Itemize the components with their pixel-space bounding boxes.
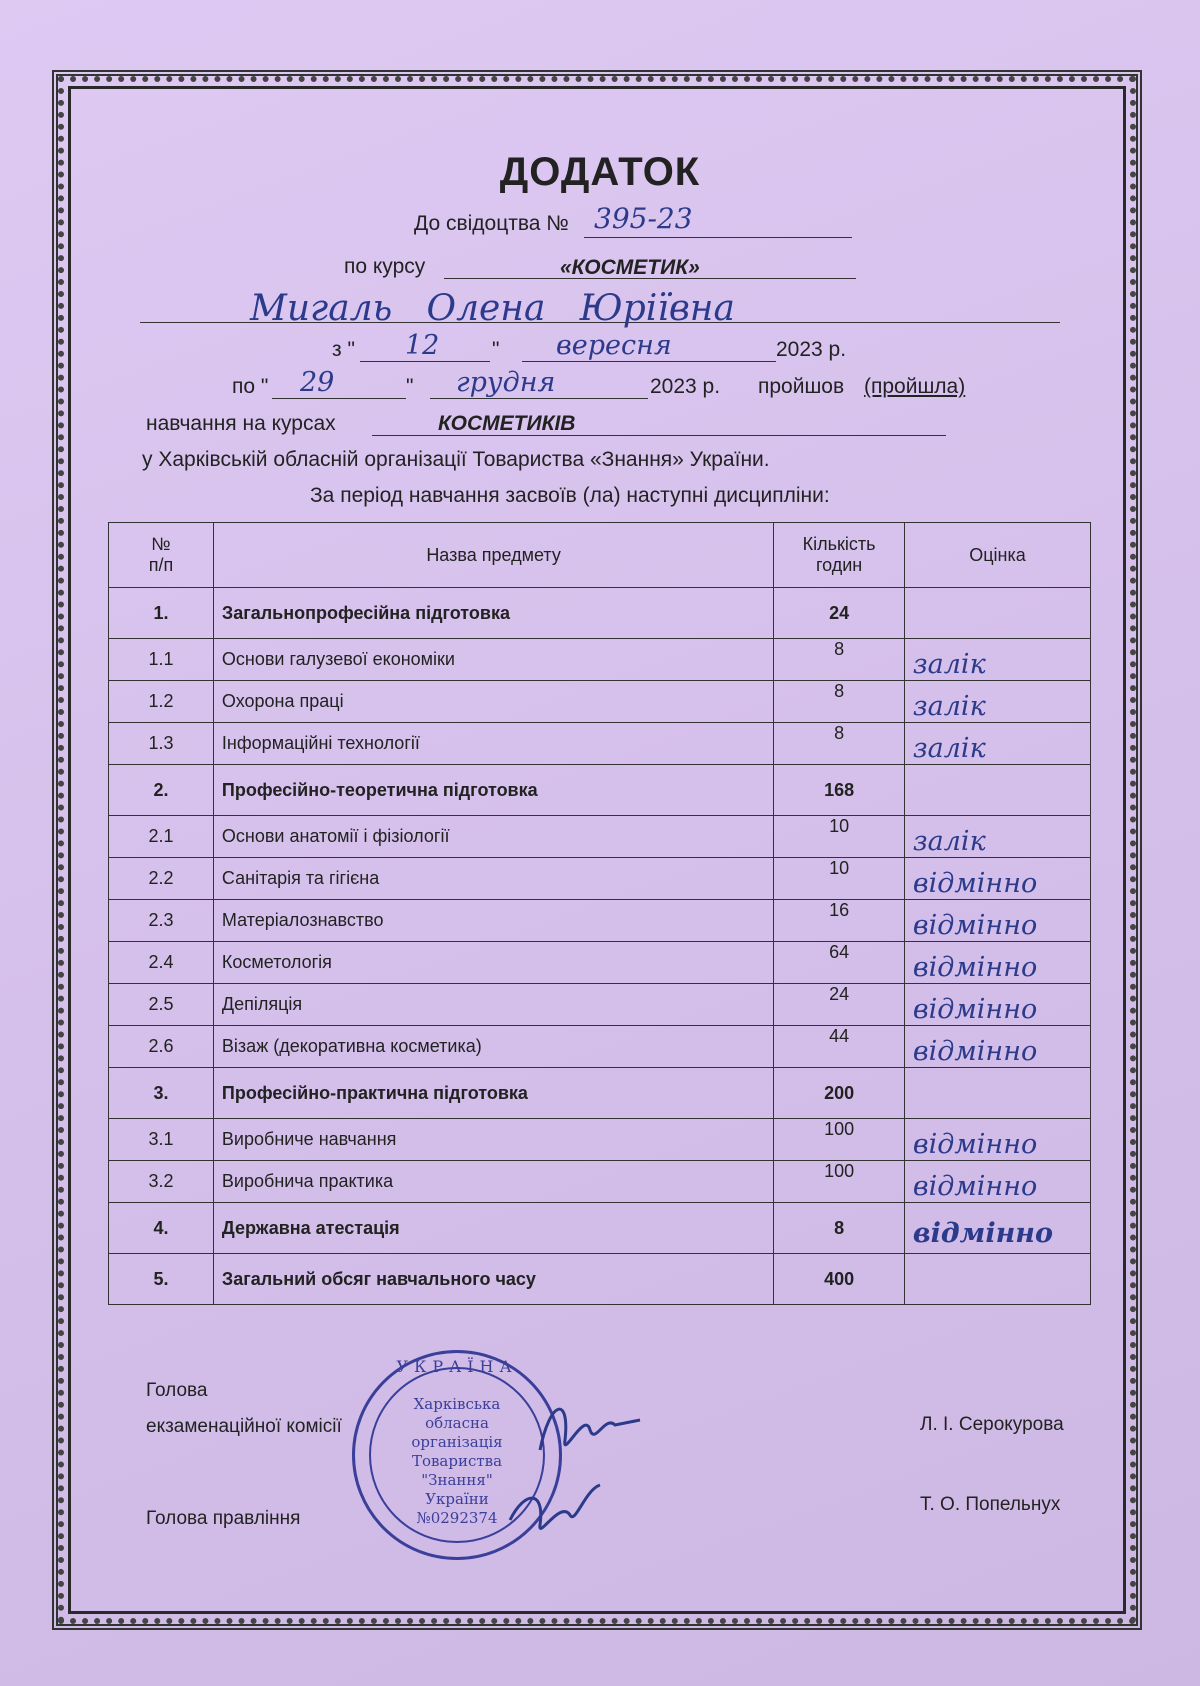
table-row <box>109 858 1091 900</box>
subject-name: Професійно-практична підготовка <box>213 1068 773 1119</box>
row-number: 1.2 <box>109 681 214 723</box>
row-number: 2.1 <box>109 816 214 858</box>
subject-hours: 8 <box>774 1203 905 1254</box>
period-start-day: 12 <box>405 330 440 361</box>
grade-handwritten: залік <box>912 733 986 764</box>
subject-grade <box>904 1254 1090 1305</box>
table-row <box>109 1203 1091 1254</box>
table-row <box>109 723 1091 765</box>
period-start-year: 2023 р. <box>776 338 847 361</box>
period-start-quote: " <box>492 338 500 361</box>
subject-hours: 64 <box>774 942 905 984</box>
certificate-label: До свідоцтва № <box>414 212 569 235</box>
subject-grade <box>904 1203 1090 1254</box>
period-end-year: 2023 р. <box>650 375 721 398</box>
subject-hours: 24 <box>774 588 905 639</box>
subject-name: Візаж (декоративна косметика) <box>213 1026 773 1068</box>
subject-grade <box>904 900 1090 942</box>
table-row <box>109 681 1091 723</box>
grade-handwritten: залік <box>912 649 986 680</box>
row-number: 2.3 <box>109 900 214 942</box>
period-end-quote: " <box>406 375 414 398</box>
organization-line: у Харківській обласній організації Товариства «Знання» України. <box>142 448 770 471</box>
subject-name: Основи галузевої економіки <box>213 639 773 681</box>
courses-label: навчання на курсах <box>146 412 336 435</box>
subject-name: Державна атестація <box>213 1203 773 1254</box>
start-month-underline <box>522 361 776 362</box>
subject-hours: 44 <box>774 1026 905 1068</box>
row-number: 2.4 <box>109 942 214 984</box>
subject-grade <box>904 1119 1090 1161</box>
course-label: по курсу <box>344 255 426 278</box>
subject-grade <box>904 723 1090 765</box>
row-number: 1.1 <box>109 639 214 681</box>
chair-exam-name: Л. І. Серокурова <box>920 1414 1064 1435</box>
stamp-line: організація <box>411 1433 503 1451</box>
period-end-day: 29 <box>300 367 335 398</box>
subject-name: Санітарія та гігієна <box>213 858 773 900</box>
row-number: 2.2 <box>109 858 214 900</box>
subject-name: Виробниче навчання <box>213 1119 773 1161</box>
table-row <box>109 1254 1091 1305</box>
grade-handwritten: відмінно <box>912 952 1038 983</box>
header-grade: Оцінка <box>904 523 1090 588</box>
grade-handwritten: відмінно <box>912 910 1038 941</box>
subject-grade <box>904 681 1090 723</box>
header-hours: Кількість годин <box>774 523 905 588</box>
subject-grade <box>904 765 1090 816</box>
subject-hours: 10 <box>774 816 905 858</box>
grade-handwritten: відмінно <box>912 1171 1038 1202</box>
table-row <box>109 588 1091 639</box>
header-name: Назва предмету <box>213 523 773 588</box>
subject-hours: 8 <box>774 639 905 681</box>
table-row <box>109 765 1091 816</box>
row-number: 2.6 <box>109 1026 214 1068</box>
student-name: Мигаль Олена Юріївна <box>250 288 735 329</box>
passed-masc: пройшов <box>758 375 845 398</box>
subject-hours: 24 <box>774 984 905 1026</box>
row-number: 2.5 <box>109 984 214 1026</box>
subject-name: Загальнопрофесійна підготовка <box>213 588 773 639</box>
row-number: 3. <box>109 1068 214 1119</box>
chair-exam-title-line2: екзаменаційної комісії <box>146 1416 342 1437</box>
courses-value: КОСМЕТИКІВ <box>438 412 576 435</box>
subject-grade <box>904 588 1090 639</box>
subject-hours: 100 <box>774 1161 905 1203</box>
intro-line: За період навчання засвоїв (ла) наступні дисципліни: <box>310 484 830 507</box>
grade-handwritten: залік <box>912 826 986 857</box>
table-row <box>109 942 1091 984</box>
end-month-underline <box>430 398 648 399</box>
subjects-table <box>108 522 1091 1305</box>
course-value: «КОСМЕТИК» <box>560 256 700 279</box>
subject-name: Інформаційні технології <box>213 723 773 765</box>
stamp-line: Товариства <box>411 1452 503 1470</box>
subject-hours: 8 <box>774 723 905 765</box>
stamp-line: №0292374 <box>416 1509 498 1527</box>
period-start-month: вересня <box>556 330 672 361</box>
subject-name: Основи анатомії і фізіології <box>213 816 773 858</box>
chair-exam-title-line1: Голова <box>146 1380 208 1401</box>
stamp-line: обласна <box>425 1414 489 1432</box>
subject-name: Депіляція <box>213 984 773 1026</box>
header-num: № п/п <box>109 523 214 588</box>
row-number: 1. <box>109 588 214 639</box>
table-row <box>109 900 1091 942</box>
stamp-line: "Знання" <box>421 1471 493 1489</box>
signature-board-chair <box>500 1470 610 1550</box>
subject-grade <box>904 942 1090 984</box>
grade-handwritten: відмінно <box>912 1036 1038 1067</box>
period-end-prefix: по " <box>232 375 269 398</box>
start-day-underline <box>360 361 490 362</box>
passed-fem: (пройшла) <box>864 375 966 398</box>
subject-name: Матеріалознавство <box>213 900 773 942</box>
row-number: 5. <box>109 1254 214 1305</box>
subject-hours: 100 <box>774 1119 905 1161</box>
subject-grade <box>904 1026 1090 1068</box>
table-row <box>109 984 1091 1026</box>
subject-hours: 168 <box>774 765 905 816</box>
subject-name: Охорона праці <box>213 681 773 723</box>
end-day-underline <box>272 398 406 399</box>
row-number: 3.1 <box>109 1119 214 1161</box>
certificate-underline <box>584 237 852 238</box>
subject-grade <box>904 639 1090 681</box>
signature-exam-chair <box>530 1390 650 1470</box>
table-row <box>109 1026 1091 1068</box>
grade-handwritten: відмінно <box>912 1129 1038 1160</box>
subject-name: Професійно-теоретична підготовка <box>213 765 773 816</box>
row-number: 3.2 <box>109 1161 214 1203</box>
row-number: 1.3 <box>109 723 214 765</box>
stamp-country: УКРАЇНА <box>396 1357 518 1376</box>
subject-grade <box>904 984 1090 1026</box>
table-row <box>109 816 1091 858</box>
stamp-line: Харківська <box>413 1395 501 1413</box>
table-row <box>109 1161 1091 1203</box>
subject-grade <box>904 1068 1090 1119</box>
grade-handwritten: залік <box>912 691 986 722</box>
subject-grade <box>904 858 1090 900</box>
document-title: ДОДАТОК <box>499 150 701 194</box>
table-row <box>109 639 1091 681</box>
table-row <box>109 1119 1091 1161</box>
grade-handwritten: відмінно <box>912 994 1038 1025</box>
certificate-number: 395-23 <box>594 202 693 235</box>
subject-name: Загальний обсяг навчального часу <box>213 1254 773 1305</box>
subject-hours: 8 <box>774 681 905 723</box>
table-header-row <box>109 523 1091 588</box>
subject-hours: 400 <box>774 1254 905 1305</box>
subject-name: Виробнича практика <box>213 1161 773 1203</box>
row-number: 2. <box>109 765 214 816</box>
table-row <box>109 1068 1091 1119</box>
subject-grade <box>904 1161 1090 1203</box>
chair-board-name: Т. О. Попельнух <box>920 1494 1061 1515</box>
chair-board-title: Голова правління <box>146 1508 301 1529</box>
subject-grade <box>904 816 1090 858</box>
period-start-prefix: з " <box>332 338 355 361</box>
stamp-line: України <box>425 1490 489 1508</box>
subject-name: Косметологія <box>213 942 773 984</box>
subject-hours: 10 <box>774 858 905 900</box>
subject-hours: 16 <box>774 900 905 942</box>
grade-handwritten: відмінно <box>912 868 1038 899</box>
grade-handwritten: відмінно <box>912 1217 1053 1249</box>
row-number: 4. <box>109 1203 214 1254</box>
period-end-month: грудня <box>456 367 556 398</box>
subject-hours: 200 <box>774 1068 905 1119</box>
